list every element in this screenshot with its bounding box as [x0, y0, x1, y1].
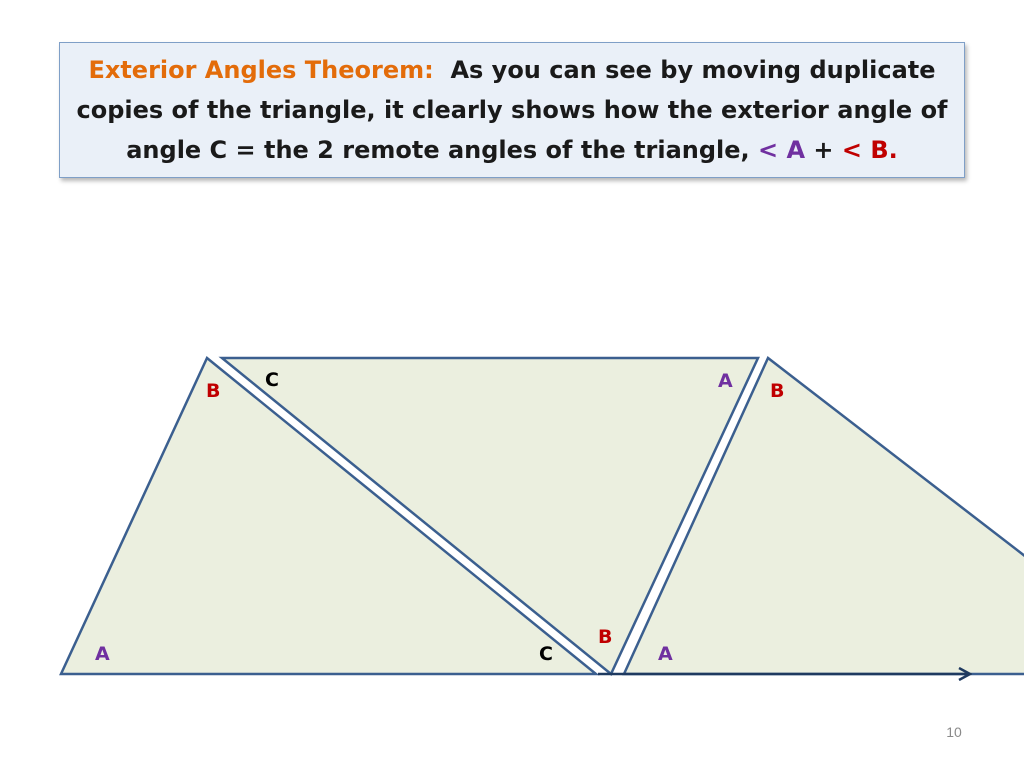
label-middle-c: C — [265, 369, 279, 391]
theorem-body: As you can see by moving duplicate copies of the triangle, it clearly shows how the exterior angle of angle C = the 2 remote angles of the triangle, — [76, 56, 948, 164]
label-middle-a: A — [718, 370, 733, 392]
angle-b-term: < B. — [841, 136, 898, 164]
label-left-b: B — [206, 380, 221, 402]
plus-sign: + — [813, 136, 834, 164]
theorem-heading: Exterior Angles Theorem: — [88, 56, 434, 84]
label-right-a: A — [658, 643, 673, 665]
label-left-c: C — [539, 643, 553, 665]
label-left-a: A — [95, 643, 110, 665]
angle-a-term: < A — [758, 136, 806, 164]
slide-number: 10 — [946, 724, 962, 740]
label-middle-b: B — [598, 626, 613, 648]
label-right-b: B — [770, 380, 785, 402]
